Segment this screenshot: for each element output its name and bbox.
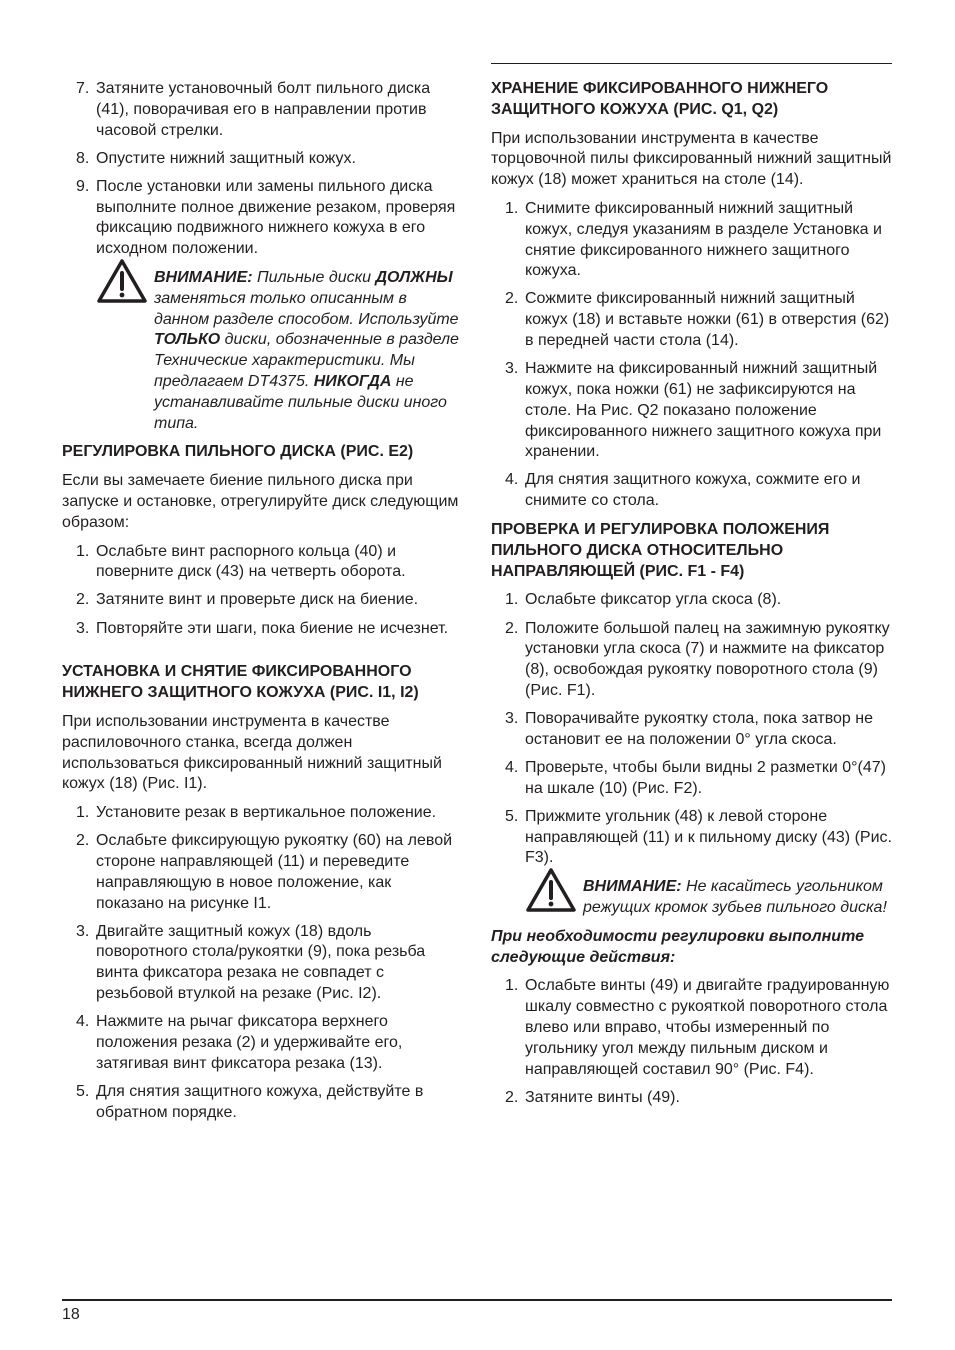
warning-note: ВНИМАНИЕ: Не касайтесь угольником режущих кромок зубьев пильного диска! [491,877,892,919]
section-heading: ХРАНЕНИЕ ФИКСИРОВАННОГО НИЖНЕГО ЗАЩИТНОГО КОЖУХА (РИС. Q1, Q2) [491,80,829,118]
warning-note: ВНИМАНИЕ: Пильные диски ДОЛЖНЫ заменяться только описанным в данном разделе способом. Используйте ТОЛЬКО диски, обозначенные в разделе Технические характеристики. Мы предлагаем DT4375. НИКОГДА не устанавливайте пильные диски иного типа. [62,268,462,434]
warning-triangle-icon [97,259,147,303]
list-item: 5. Прижмите угольник (48) к левой стороне направляющей (11) и к пильному диску (43) (Рис. F3). [505,807,892,867]
footer-rule [62,1299,892,1301]
list-item: 8. Опустите нижний защитный кожух. [76,149,356,167]
list-item: 2. Затяните винт и проверьте диск на биение. [76,591,419,609]
list-item: 3. Поворачивайте рукоятку стола, пока затвор не остановит ее на положении 0° угла скоса. [505,710,873,748]
section-intro: При использовании инструмента в качестве распиловочного станка, всегда должен использоваться фиксированный нижний защитный кожух (18) (Рис. I1). [62,712,442,793]
list-item: 1. Снимите фиксированный нижний защитный кожух, следуя указаниям в разделе Установка и снятие фиксированного нижнего защитного кожуха. [505,199,882,280]
top-rule [491,63,892,64]
section-heading: ПРОВЕРКА И РЕГУЛИРОВКА ПОЛОЖЕНИЯ ПИЛЬНОГО ДИСКА ОТНОСИТЕЛЬНО НАПРАВЛЯЮЩЕЙ (РИС. F1 - F4) [491,521,830,580]
list-item: 4. Для снятия защитного кожуха, сожмите его и снимите со стола. [505,471,861,510]
left-column [62,79,462,1131]
page-number: 18 [62,1306,80,1323]
right-column [491,79,892,1116]
list-item: 2. Затяните винты (49). [505,1088,680,1106]
list-item: 2. Ослабьте фиксирующую рукоятку (60) на левой стороне направляющей (11) и переведите направляющую в новое положение, как показано на рисунке I1. [76,832,453,912]
list-item: 7. Затяните установочный болт пильного диска (41), поворачивая его в направлении против часовой стрелки. [76,80,431,139]
list-item: 1. Ослабьте винт распорного кольца (40) и поверните диск (43) на четверть оборота. [76,542,406,581]
blade-adjust-steps [62,542,462,640]
section-intro: Если вы замечаете биение пильного диска при запуске и остановке, отрегулируйте диск следующим образом: [62,472,459,531]
guard-storage-steps [491,199,892,512]
intro-step-list [62,79,462,260]
list-item: 1. Ослабьте винты (49) и двигайте градуированную шкалу совместно с рукояткой поворотного стола влево или вправо, чтобы измеренный по угольнику угол между пильным диском и направляющей составил 90° (Рис. F4). [505,977,890,1078]
list-item: 3. Двигайте защитный кожух (18) вдоль поворотного стола/рукоятки (9), пока резьба винта фиксатора резака не совпадет с резьбовой втулкой на резаке (Рис. I2). [76,922,426,1003]
list-item: 5. Для снятия защитного кожуха, действуйте в обратном порядке. [76,1082,424,1121]
list-item: 2. Сожмите фиксированный нижний защитный кожух (18) и вставьте ножки (61) в отверстия (62) в передней части стола (14). [505,290,890,350]
adjust-steps [491,976,892,1108]
list-item: 4. Проверьте, чтобы были видны 2 разметки 0°(47) на шкале (10) (Рис. F2). [505,758,886,797]
list-item: 2. Положите большой палец на зажимную рукоятку установки угла скоса (7) и нажмите на фиксатор (8), освобождая рукоятку поворотного стола (9) (Рис. F1). [505,619,890,699]
section-intro: При использовании инструмента в качестве торцовочной пилы фиксированный нижний защитный кожух (18) может храниться на столе (14). [491,129,892,189]
guard-install-steps [62,803,462,1123]
list-item: 4. Нажмите на рычаг фиксатора верхнего положения резака (2) и удерживайте его, затягивая винт фиксатора резака (13). [76,1013,403,1072]
fence-check-steps [491,590,892,869]
list-item: 1. Ослабьте фиксатор угла скоса (8). [505,591,782,609]
adjust-subheading: При необходимости регулировки выполните следующие действия: [491,927,864,966]
list-item: 3. Нажмите на фиксированный нижний защитный кожух, пока ножки (61) не зафиксируются на столе. На Рис. Q2 показано положение фиксированного нижнего защитного кожуха при хранении. [505,360,882,461]
list-item: 1. Установите резак в вертикальное положение. [76,804,437,822]
list-item: 3. Повторяйте эти шаги, пока биение не исчезнет. [76,619,449,637]
section-heading: РЕГУЛИРОВКА ПИЛЬНОГО ДИСКА (РИС. E2) [62,443,414,461]
warning-triangle-icon [526,868,576,912]
section-heading: УСТАНОВКА И СНЯТИЕ ФИКСИРОВАННОГО НИЖНЕГО ЗАЩИТНОГО КОЖУХА (РИС. I1, I2) [62,663,419,702]
list-item: 9. После установки или замены пильного диска выполните полное движение резаком, проверяя фиксацию подвижного нижнего кожуха в его исходном положении. [76,177,456,258]
